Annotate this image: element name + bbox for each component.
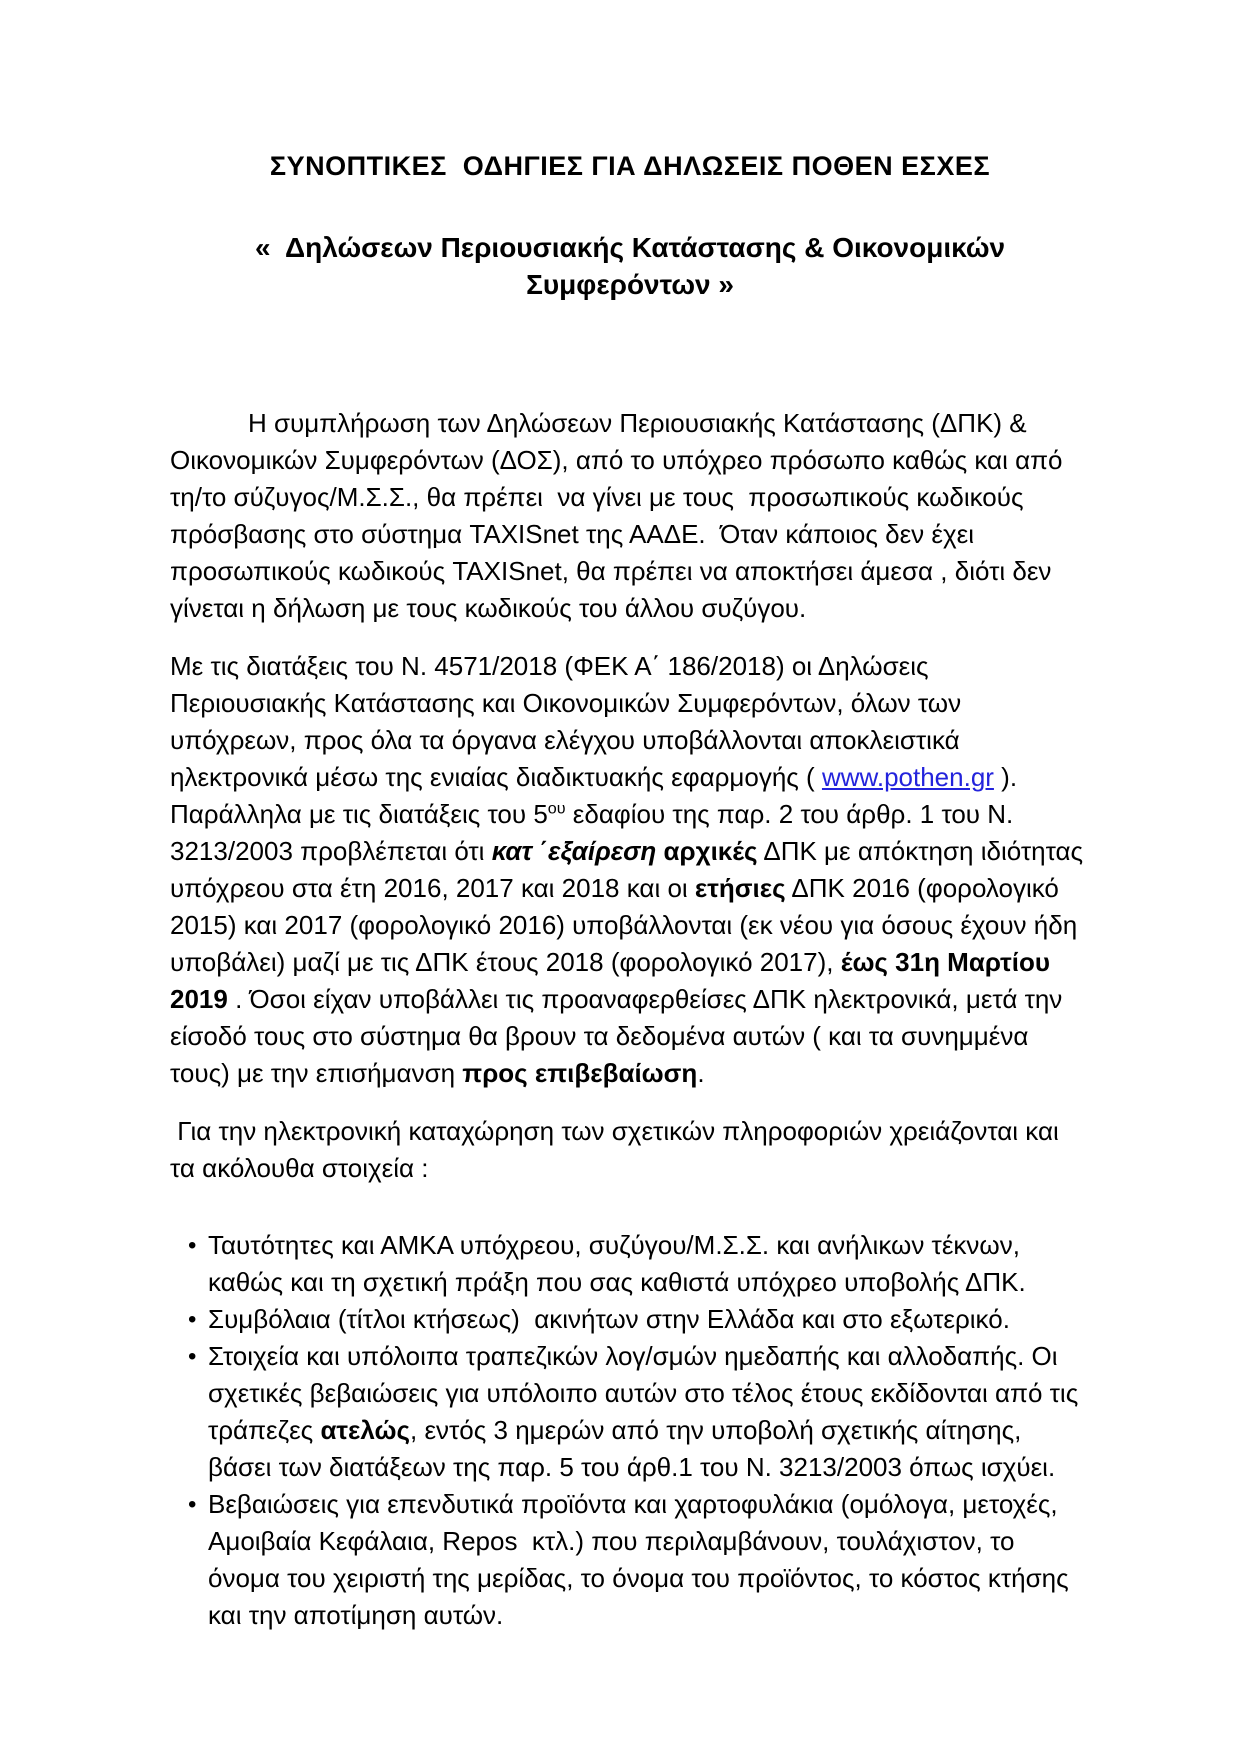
page-title: ΣΥΝΟΠΤΙΚΕΣ ΟΔΗΓΙΕΣ ΓΙΑ ΔΗΛΩΣΕΙΣ ΠΟΘΕΝ ΕΣΧΕΣ bbox=[269, 151, 991, 181]
paragraph-law-provisions: Με τις διατάξεις του Ν. 4571/2018 (ΦΕΚ Α΄ 186/2018) οι Δηλώσεις Περιουσιακής Κατάστασης και Οικονομικών Συμφερόντων, όλων των υπόχρεων, προς όλα τα όργανα ελέγχου υποβάλλονται αποκλειστικά ηλεκτρονικά μέσω της ενιαίας διαδικτυακής εφαρμογής ( www.pothen.gr ). Παράλληλα με τις διατάξεις του $5^{o\upsilon}$ εδαφίου της παρ. 2 του άρθρ. 1 του Ν. 3213/2003 προβλέπεται ότι κατ ΄εξαίρεση αρχικές ΔΠΚ με απόκτηση ιδιότητας υπόχρεου στα έτη 2016, 2017 και 2018 και οι ετήσιες ΔΠΚ 2016 (φορολογικό 2015) και 2017 (φορολογικό 2016) υποβάλλονται (εκ νέου για όσους έχουν ήδη υποβάλει) μαζί με τις ΔΠΚ έτους 2018 (φορολογικό 2017), έως 31η Μαρτίου 2019 . Όσοι είχαν υποβάλλει τις προαναφερθείσες ΔΠΚ ηλεκτρονικά, μετά την είσοδό τους στο σύστημα θα βρουν τα δεδομένα αυτών ( και τα συνημμένα τους) με την επισήμανση προς επιβεβαίωση. bbox=[170, 651, 1091, 1088]
page-subtitle: « Δηλώσεων Περιουσιακής Κατάστασης & Οικονομικών Συμφερόντων » bbox=[254, 232, 1013, 300]
list-item-property-contracts: • Συμβόλαια (τίτλοι κτήσεως) ακινήτων στην Ελλάδα και στο εξωτερικό. bbox=[170, 1301, 1090, 1338]
pothen-gr-link[interactable]: www.pothen.gr bbox=[821, 762, 994, 792]
list-item-bank-accounts: • Στοιχεία και υπόλοιπα τραπεζικών λογ/σμών ημεδαπής και αλλοδαπής. Οι σχετικές βεβαιώσεις για υπόλοιπο αυτών στο τέλος έτους εκδίδονται από τις τράπεζες ατελώς, εντός 3 ημερών από την υποβολή σχετικής αίτησης, βάσει των διατάξεων της παρ. 5 του άρθ.1 του Ν. 3213/2003 όπως ισχύει. bbox=[170, 1338, 1090, 1486]
ordinal-superscript: ου bbox=[547, 799, 566, 818]
paragraph-intro-taxisnet: Η συμπλήρωση των Δηλώσεων Περιουσιακής Κατάστασης (ΔΠΚ) & Οικονομικών Συμφερόντων (ΔΟΣ), από το υπόχρεο πρόσωπο καθώς και από τη/το σύζυγος/Μ.Σ.Σ., θα πρέπει να γίνει με τους προσωπικούς κωδικούς πρόσβασης στο σύστημα TAXISnet της ΑΑΔΕ. Όταν κάποιος δεν έχει προσωπικούς κωδικούς TAXISnet, θα πρέπει να αποκτήσει άμεσα , διότι δεν γίνεται η δήλωση με τους κωδικούς του άλλου συζύγου. bbox=[170, 408, 1070, 623]
list-item-ids-amka: • Ταυτότητες και ΑΜΚΑ υπόχρεου, συζύγου/Μ.Σ.Σ. και ανήλικων τέκνων, καθώς και τη σχετική πράξη που σας καθιστά υπόχρεο υποβολής ΔΠΚ. bbox=[170, 1227, 1090, 1301]
paragraph-required-items-intro: Για την ηλεκτρονική καταχώρηση των σχετικών πληροφοριών χρειάζονται και τα ακόλουθα στοιχεία : bbox=[170, 1116, 1067, 1183]
required-items-list bbox=[170, 1227, 1090, 1634]
list-item-investment-products: • Βεβαιώσεις για επενδυτικά προϊόντα και χαρτοφυλάκια (ομόλογα, μετοχές, Αμοιβαία Κεφάλαια, Repos κτλ.) που περιλαμβάνουν, τουλάχιστον, το όνομα του χειριστή της μερίδας, το όνομα του προϊόντος, το κόστος κτήσης και την αποτίμηση αυτών. bbox=[170, 1486, 1090, 1634]
